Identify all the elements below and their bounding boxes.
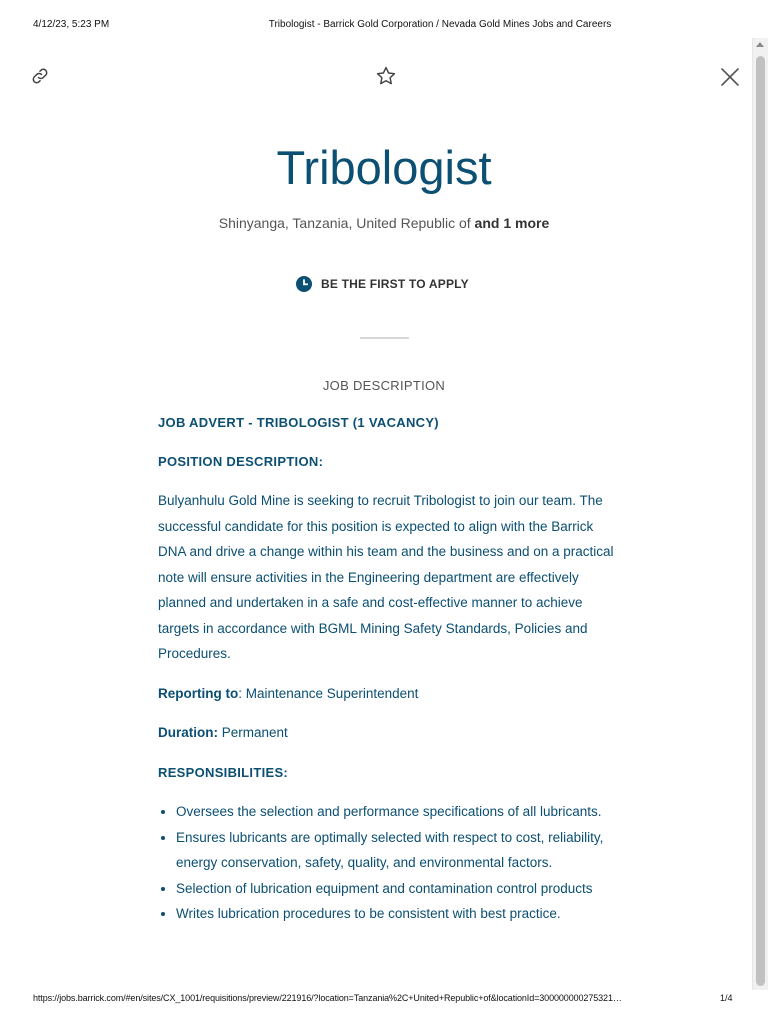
print-page-title: Tribologist - Barrick Gold Corporation / Nevada Gold Mines Jobs and Careers	[268, 19, 612, 30]
print-header	[0, 0, 768, 30]
list-item: • Oversees the selection and performance specifications of all lubricants.	[176, 799, 618, 825]
position-heading: POSITION DESCRIPTION:	[158, 453, 324, 469]
close-icon	[720, 67, 740, 87]
more-locations-link[interactable]: and 1 more	[474, 215, 550, 231]
print-url: https://jobs.barrick.com/#en/sites/CX_1001/requisitions/preview/221916/?location=Tanzania%2C+United+Republic+of&locationId=300000000275321…	[33, 993, 622, 1003]
list-item: • Selection of lubrication equipment and contamination control products	[176, 876, 618, 902]
duration-label: Duration:	[158, 725, 218, 740]
reporting-label: Reporting to	[158, 685, 239, 701]
copy-link-button[interactable]	[28, 64, 52, 88]
duration-line	[158, 720, 618, 746]
list-item: • Ensures lubricants are optimally selected with respect to cost, reliability, energy conservation, safety, quality, and environmental factors.	[176, 825, 618, 876]
scrollbar[interactable]	[752, 38, 768, 990]
responsibilities-heading: RESPONSIBILITIES:	[158, 764, 289, 780]
list-item: • Writes lubrication procedures to be consistent with best practice.	[176, 901, 618, 927]
print-footer	[0, 990, 768, 1010]
apply-status-text: BE THE FIRST TO APPLY	[321, 277, 469, 291]
duration-value: Permanent	[218, 725, 288, 740]
scroll-up-arrow[interactable]	[756, 42, 764, 47]
job-title: Tribologist	[276, 141, 492, 194]
location-text: Shinyanga, Tanzania, United Republic of	[218, 215, 471, 231]
advert-heading: JOB ADVERT - TRIBOLOGIST (1 VACANCY)	[158, 415, 439, 430]
scroll-thumb[interactable]	[756, 56, 765, 986]
close-button[interactable]	[718, 65, 742, 89]
print-page-number: 1/4	[720, 993, 733, 1003]
clock-icon	[296, 276, 312, 292]
job-description	[158, 410, 618, 927]
section-divider	[360, 337, 409, 339]
job-description-label: JOB DESCRIPTION	[322, 378, 446, 393]
apply-status	[296, 276, 469, 292]
job-location	[0, 215, 768, 231]
responsibilities-list	[158, 799, 618, 927]
favorite-button[interactable]	[373, 63, 399, 89]
position-text: Bulyanhulu Gold Mine is seeking to recruit Tribologist to join our team. The successful candidate for this position is expected to align with the Barrick DNA and drive a change within his team and the business and on a practical note will ensure activities in the Engineering department are effectively planned and undertaken in a safe and cost-effective manner to achieve targets in accordance with BGML Mining Safety Standards, Policies and Procedures.	[158, 493, 614, 661]
print-date: 4/12/23, 5:23 PM	[33, 19, 110, 30]
reporting-line	[158, 681, 618, 707]
star-icon	[375, 65, 397, 87]
link-icon	[31, 67, 49, 85]
reporting-value: : Maintenance Superintendent	[238, 685, 419, 701]
